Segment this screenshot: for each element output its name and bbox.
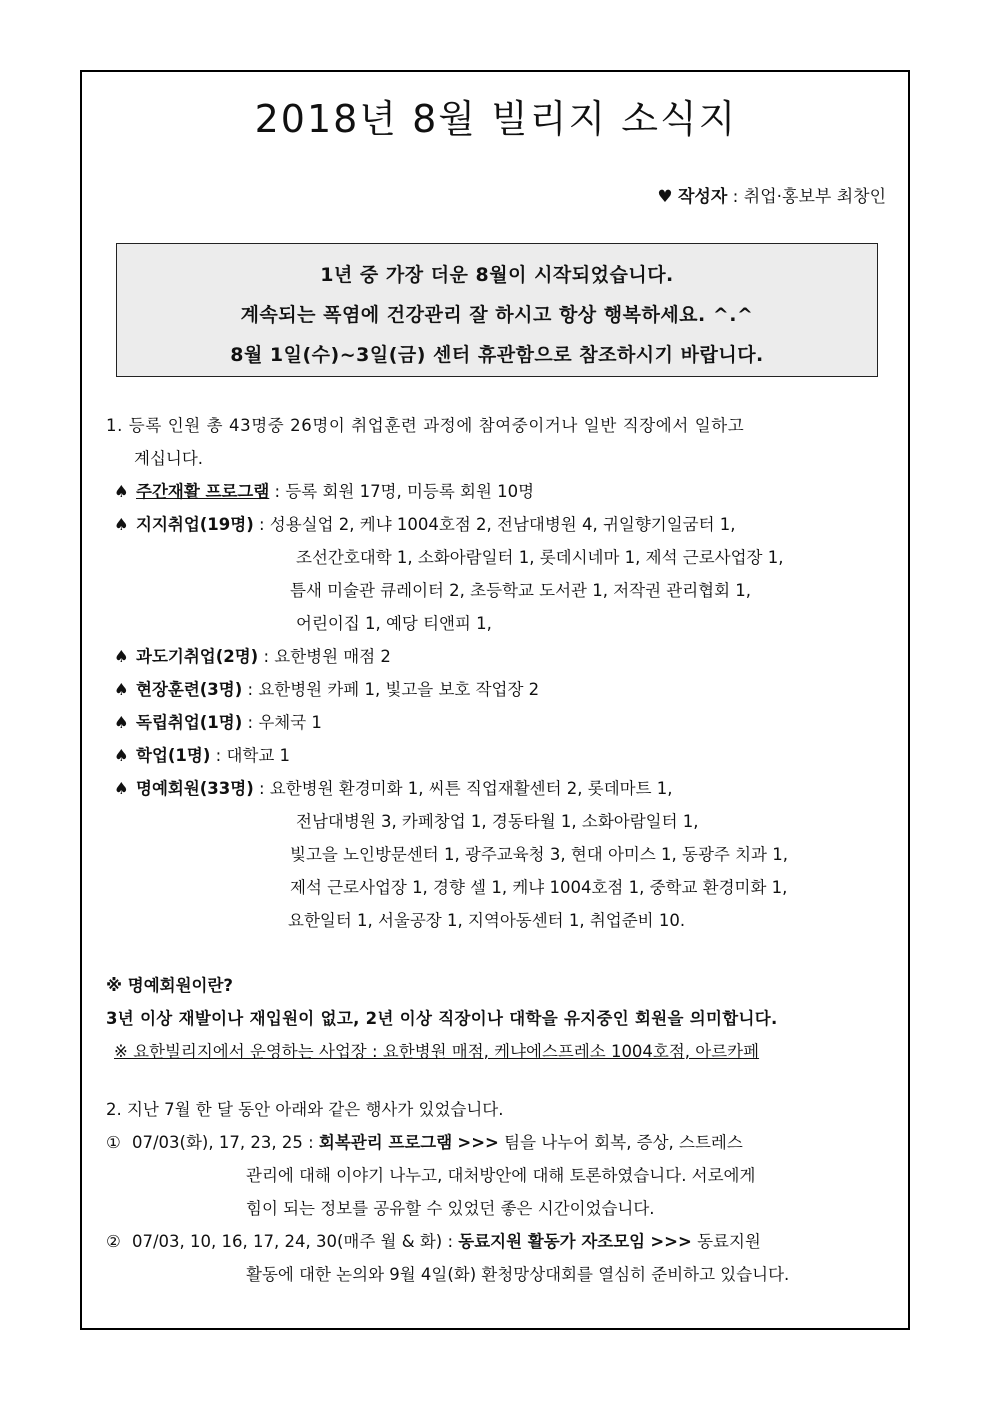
honor-heading: ※ 명예회원이란?: [106, 976, 233, 995]
item-label: 명예회원(33명): [136, 779, 254, 798]
item-text: : 우체국 1: [247, 713, 322, 732]
item-text: : 요한병원 매점 2: [263, 647, 391, 666]
item-label: 현장훈련(3명): [136, 680, 243, 699]
event-name: 회복관리 프로그램: [318, 1133, 453, 1152]
event-number: ②: [106, 1232, 121, 1251]
event-text-cont: 관리에 대해 이야기 나누고, 대처방안에 대해 토론하였습니다. 서로에게: [246, 1166, 756, 1185]
event-date: 07/03(화), 17, 23, 25 :: [132, 1133, 314, 1152]
notice-line: 8월 1일(수)~3일(금) 센터 휴관함으로 참조하시기 바랍니다.: [230, 344, 764, 366]
item-label: 과도기취업(2명): [136, 647, 259, 666]
list-item: [114, 676, 539, 700]
item-text: : 요한병원 환경미화 1, 씨튼 직업재활센터 2, 롯데마트 1,: [259, 779, 673, 798]
page-title: 2018년 8월 빌리지 소식지: [254, 97, 738, 141]
spade-icon: ♠: [114, 779, 129, 798]
list-item: [114, 775, 673, 799]
author-line: [657, 182, 886, 207]
item-text-cont: 제석 근로사업장 1, 경향 셀 1, 케냐 1004호점 1, 중학교 환경미화 1,: [290, 878, 788, 897]
author-label: 작성자: [677, 187, 728, 207]
event-name: 동료지원 활동가 자조모임: [458, 1232, 646, 1251]
event-date: 07/03, 10, 16, 17, 24, 30(매주 월 & 화) :: [132, 1232, 454, 1251]
section1-intro-cont: 계십니다.: [134, 449, 204, 468]
item-label: 학업(1명): [136, 746, 211, 765]
author-value: : 취업·홍보부 최창인: [732, 187, 886, 207]
heart-icon: ♥: [657, 187, 673, 207]
event-item: [106, 1228, 761, 1252]
spade-icon: ♠: [114, 680, 129, 699]
item-label: 지지취업(19명): [136, 515, 254, 534]
list-item: [114, 511, 736, 535]
honor-description: 3년 이상 재발이나 재입원이 없고, 2년 이상 직장이나 대학을 유지중인 회원을 의미합니다.: [106, 1009, 778, 1028]
event-text: 동료지원: [697, 1232, 761, 1251]
section1-intro: 1. 등록 인원 총 43명중 26명이 취업훈련 과정에 참여중이거나 일반 직장에서 일하고: [106, 416, 745, 435]
honor-note: ※ 요한빌리지에서 운영하는 사업장 : 요한병원 매점, 케냐에스프레소 1004호점, 아르카페: [114, 1042, 760, 1061]
section2-heading: 2. 지난 7월 한 달 동안 아래와 같은 행사가 있었습니다.: [106, 1100, 504, 1119]
item-text: : 요한병원 카페 1, 빛고을 보호 작업장 2: [247, 680, 540, 699]
spade-icon: ♠: [114, 482, 129, 501]
notice-line: 1년 중 가장 더운 8월이 시작되었습니다.: [320, 264, 674, 286]
event-item: [106, 1129, 743, 1153]
event-text-cont: 힘이 되는 정보를 공유할 수 있었던 좋은 시간이었습니다.: [246, 1199, 655, 1218]
item-text: : 성용실업 2, 케냐 1004호점 2, 전남대병원 4, 귀일향기일굼터 1,: [259, 515, 736, 534]
item-label: 독립취업(1명): [136, 713, 243, 732]
notice-box: [116, 243, 878, 377]
spade-icon: ♠: [114, 647, 129, 666]
list-item: [114, 709, 322, 733]
item-text: : 등록 회원 17명, 미등록 회원 10명: [274, 482, 535, 501]
item-text-cont: 어린이집 1, 예당 티앤피 1,: [296, 614, 492, 633]
item-text-cont: 전남대병원 3, 카페창업 1, 경동타월 1, 소화아람일터 1,: [296, 812, 699, 831]
item-text: : 대학교 1: [215, 746, 291, 765]
list-item: [114, 742, 290, 766]
item-text-cont: 틈새 미술관 큐레이터 2, 초등학교 도서관 1, 저작권 관리협회 1,: [290, 581, 752, 600]
item-label: 주간재활 프로그램: [136, 482, 270, 501]
item-text-cont: 빛고을 노인방문센터 1, 광주교육청 3, 현대 아미스 1, 동광주 치과 1,: [290, 845, 788, 864]
spade-icon: ♠: [114, 515, 129, 534]
item-text-cont: 요한일터 1, 서울공장 1, 지역아동센터 1, 취업준비 10.: [288, 911, 686, 930]
event-arrow: >>>: [457, 1133, 499, 1152]
list-item: [114, 643, 391, 667]
spade-icon: ♠: [114, 713, 129, 732]
event-number: ①: [106, 1133, 121, 1152]
event-arrow: >>>: [650, 1232, 692, 1251]
notice-line: 계속되는 폭염에 건강관리 잘 하시고 항상 행복하세요. ^.^: [240, 304, 754, 326]
list-item: [114, 478, 534, 502]
event-text: 팀을 나누어 회복, 증상, 스트레스: [504, 1133, 743, 1152]
event-text-cont: 활동에 대한 논의와 9월 4일(화) 환청망상대회를 열심히 준비하고 있습니다.: [246, 1265, 790, 1284]
spade-icon: ♠: [114, 746, 129, 765]
item-text-cont: 조선간호대학 1, 소화아람일터 1, 롯데시네마 1, 제석 근로사업장 1,: [296, 548, 784, 567]
